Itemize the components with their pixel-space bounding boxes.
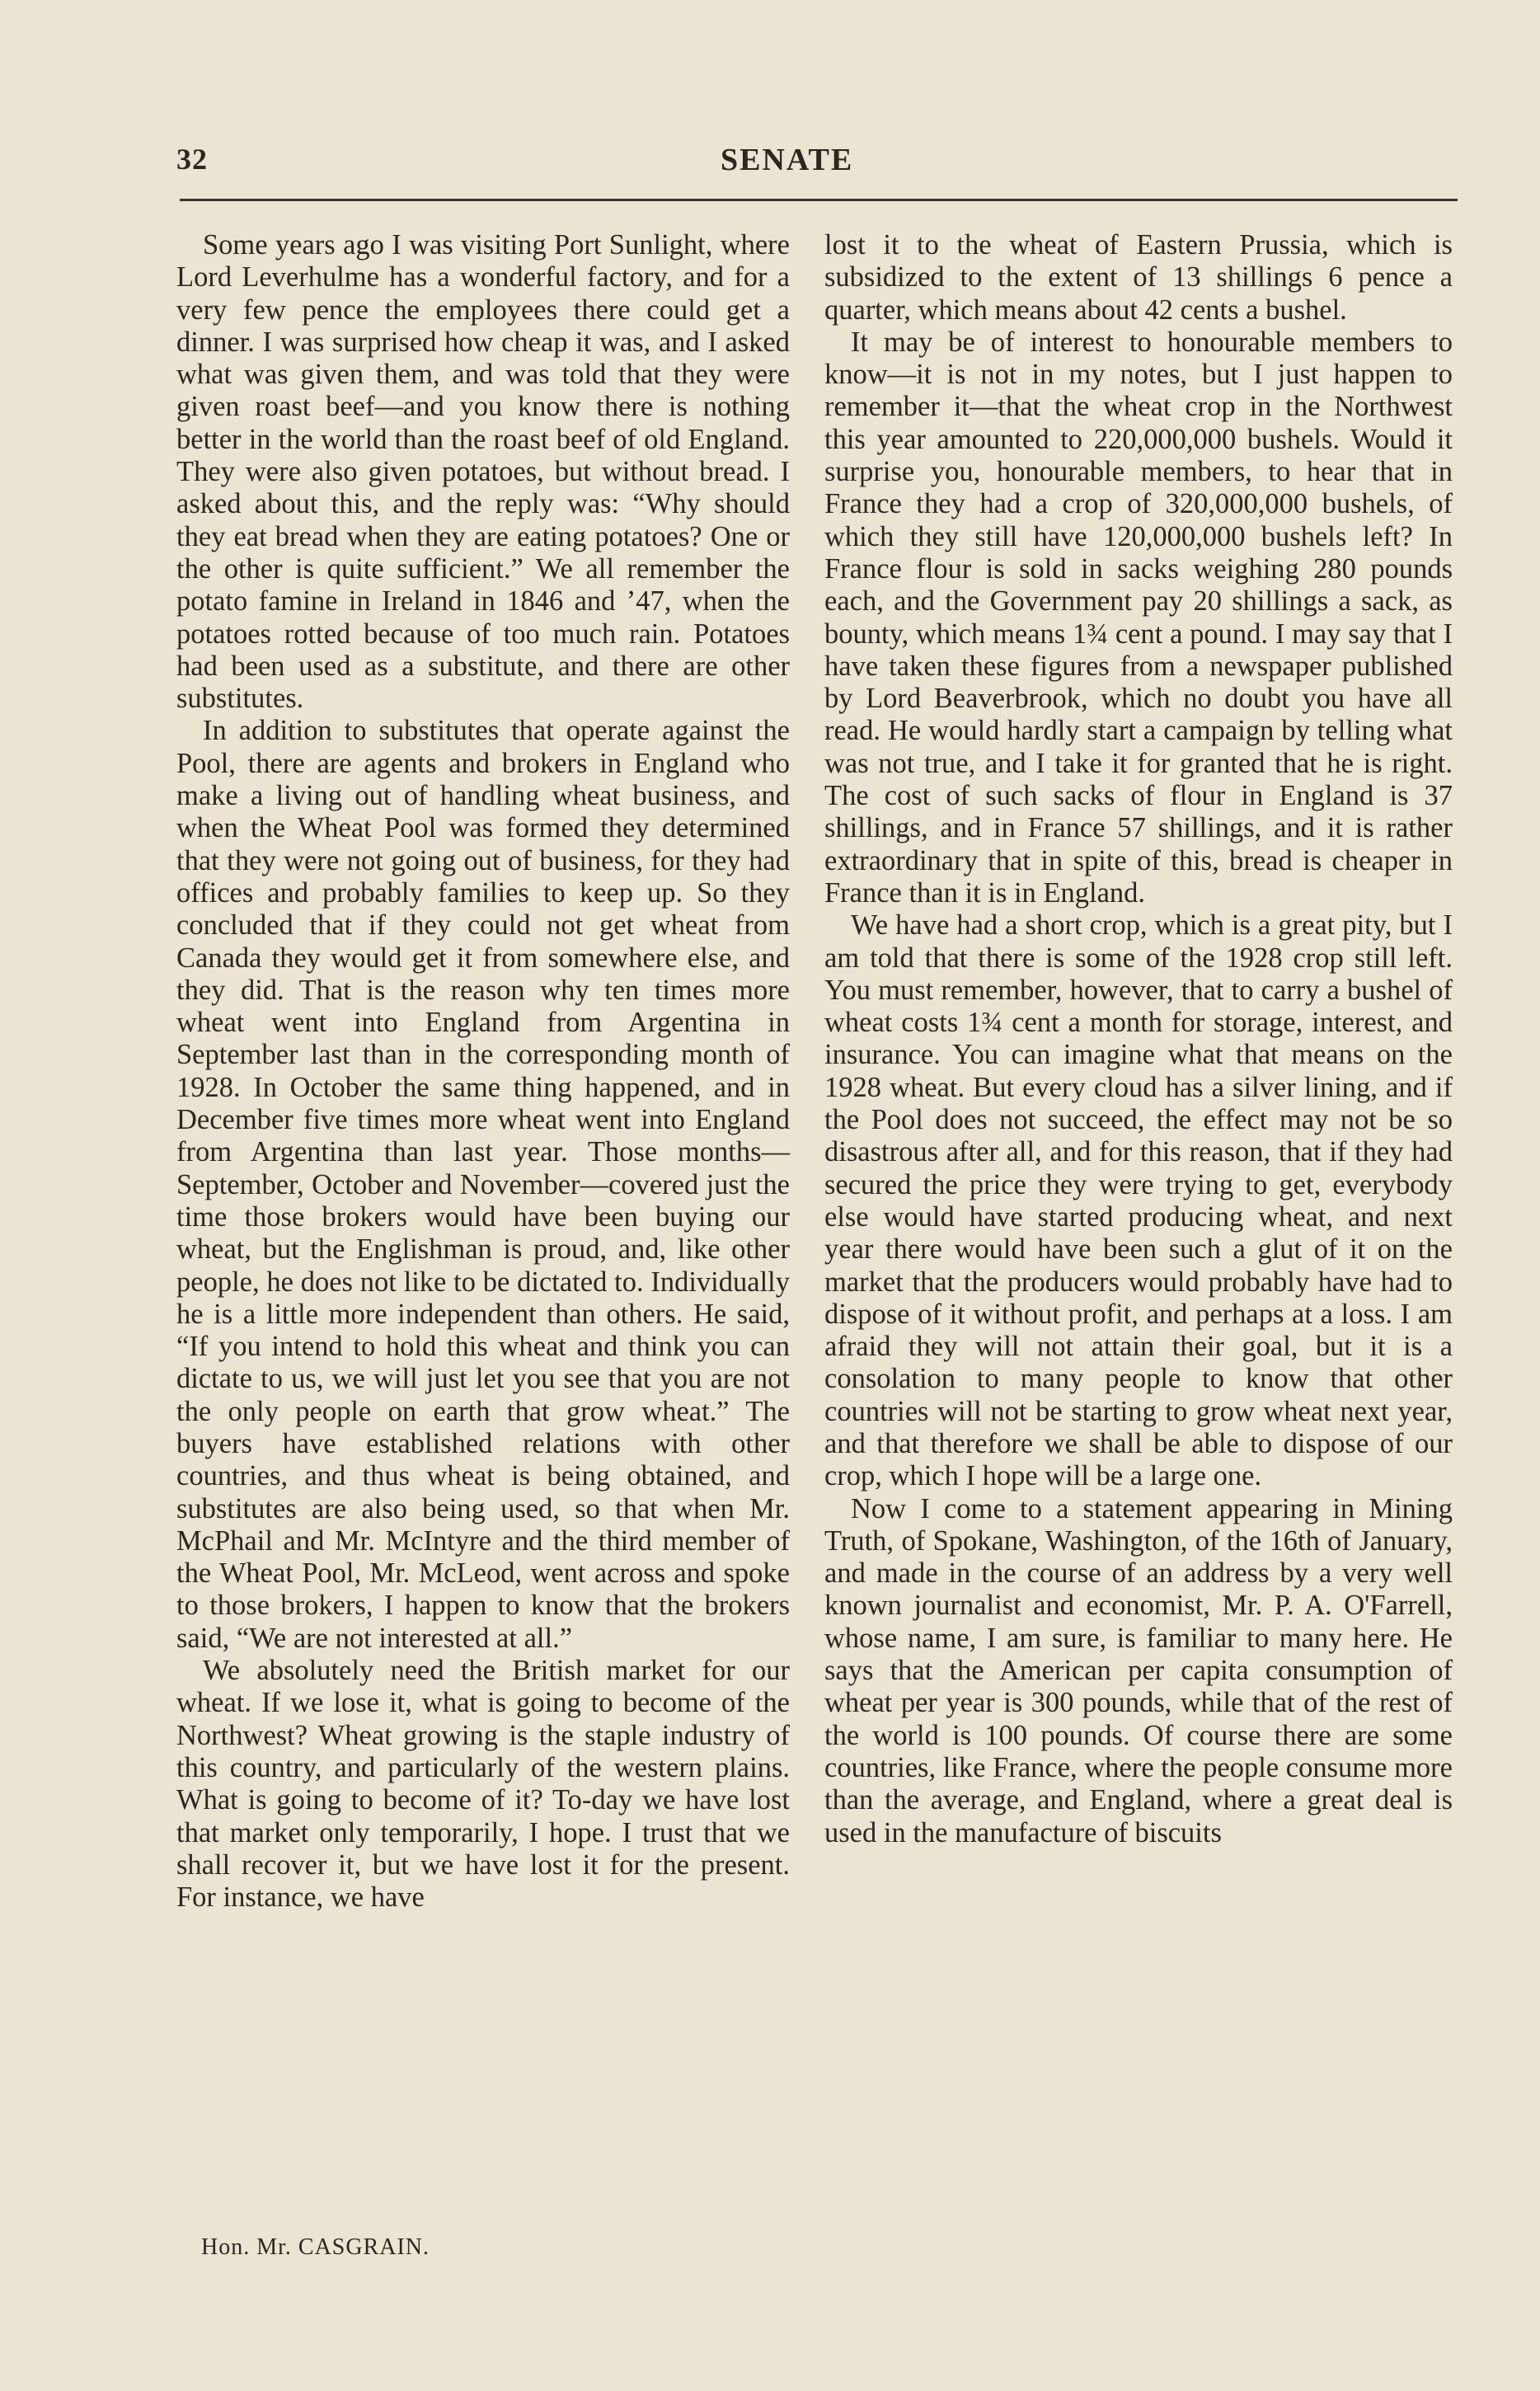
right-column — [824, 229, 1453, 1849]
page-header — [176, 142, 1458, 191]
page-number: 32 — [176, 143, 208, 176]
paragraph: We absolutely need the British market for our wheat. If we lose it, what is going to become of the Northwest? Wheat growing is the staple industry of this country, and particularly of the western plains. What is going to become of it? To-day we have lost that market only temporarily, I hope. I trust that we shall recover it, but we have lost it for the present. For instance, we have — [176, 1655, 790, 1914]
paragraph-continuation: lost it to the wheat of Eastern Prussia, which is subsidized to the extent of 13 shillings 6 pence a quarter, which means about 42 cents a bushel. — [824, 229, 1453, 326]
paragraph: In addition to substitutes that operate against the Pool, there are agents and brokers in England who make a living out of handling wheat business, and when the Wheat Pool was formed they determined that they were not going out of business, for they had offices and probably families to keep up. So they concluded that if they could not get wheat from Canada they would get it from somewhere else, and they did. That is the reason why ten times more wheat went into England from Argentina in September last than in the corresponding month of 1928. In October the same thing happened, and in December five times more wheat went into England from Argentina than last year. Those months—September, October and November—covered just the time those brokers would have been buying our wheat, but the Englishman is proud, and, like other people, he does not like to be dictated to. Individually he is a little more independent than others. He said, “If you intend to hold this wheat and think you can dictate to us, we will just let you see that you are not the only people on earth that grow wheat.” The buyers have established relations with other countries, and thus wheat is being obtained, and substitutes are also being used, so that when Mr. McPhail and Mr. McIntyre and the third member of the Wheat Pool, Mr. McLeod, went across and spoke to those brokers, I happen to know that the brokers said, “We are not interested at all.” — [176, 715, 790, 1654]
left-column — [176, 229, 790, 1914]
paragraph: It may be of interest to honourable members to know—it is not in my notes, but I just happen to remember it—that the wheat crop in the Northwest this year amounted to 220,000,000 bushels. Would it surprise you, honourable members, to hear that in France they had a crop of 320,000,000 bushels, of which they still have 120,000,000 bushels left? In France flour is sold in sacks weighing 280 pounds each, and the Government pay 20 shillings a sack, as bounty, which means 1¾ cent a pound. I may say that I have taken these figures from a newspaper published by Lord Beaverbrook, which no doubt you have all read. He would hardly start a campaign by telling what was not true, and I take it for granted that he is right. The cost of such sacks of flour in England is 37 shillings, and in France 57 shillings, and it is rather extraordinary that in spite of this, bread is cheaper in France than it is in England. — [824, 326, 1453, 909]
speaker-footer: Hon. Mr. CASGRAIN. — [201, 2234, 430, 2260]
running-head-title: SENATE — [721, 143, 854, 177]
paragraph: Now I come to a statement appearing in Mining Truth, of Spokane, Washington, of the 16th of January, and made in the course of an address by a very well known journalist and economist, Mr. P. A. O'Farrell, whose name, I am sure, is familiar to many here. He says that the American per capita consumption of wheat per year is 300 pounds, while that of the rest of the world is 100 pounds. Of course there are some countries, like France, where the people consume more than the average, and England, where a great deal is used in the manufacture of biscuits — [824, 1492, 1453, 1848]
paragraph: We have had a short crop, which is a great pity, but I am told that there is some of the 1928 crop still left. You must remember, however, that to carry a bushel of wheat costs 1¾ cent a month for storage, interest, and insurance. You can imagine what that means on the 1928 wheat. But every cloud has a silver lining, and if the Pool does not succeed, the effect may not be so disastrous after all, and for this reason, that if they had secured the price they were trying to get, everybody else would have started producing wheat, and next year there would have been such a glut of it on the market that the producers would probably have had to dispose of it without profit, and perhaps at a loss. I am afraid they will not attain their goal, but it is a consolation to many people to know that other countries will not be starting to grow wheat next year, and that therefore we shall be able to dispose of our crop, which I hope will be a large one. — [824, 909, 1453, 1492]
header-rule — [180, 199, 1458, 201]
paragraph: Some years ago I was visiting Port Sunlight, where Lord Leverhulme has a wonderful factory, and for a very few pence the employees there could get a dinner. I was surprised how cheap it was, and I asked what was given them, and was told that they were given roast beef—and you know there is nothing better in the world than the roast beef of old England. They were also given potatoes, but without bread. I asked about this, and the reply was: “Why should they eat bread when they are eating potatoes? One or the other is quite sufficient.” We all remember the potato famine in Ireland in 1846 and ’47, when the potatoes rotted because of too much rain. Potatoes had been used as a substitute, and there are other substitutes. — [176, 229, 790, 715]
